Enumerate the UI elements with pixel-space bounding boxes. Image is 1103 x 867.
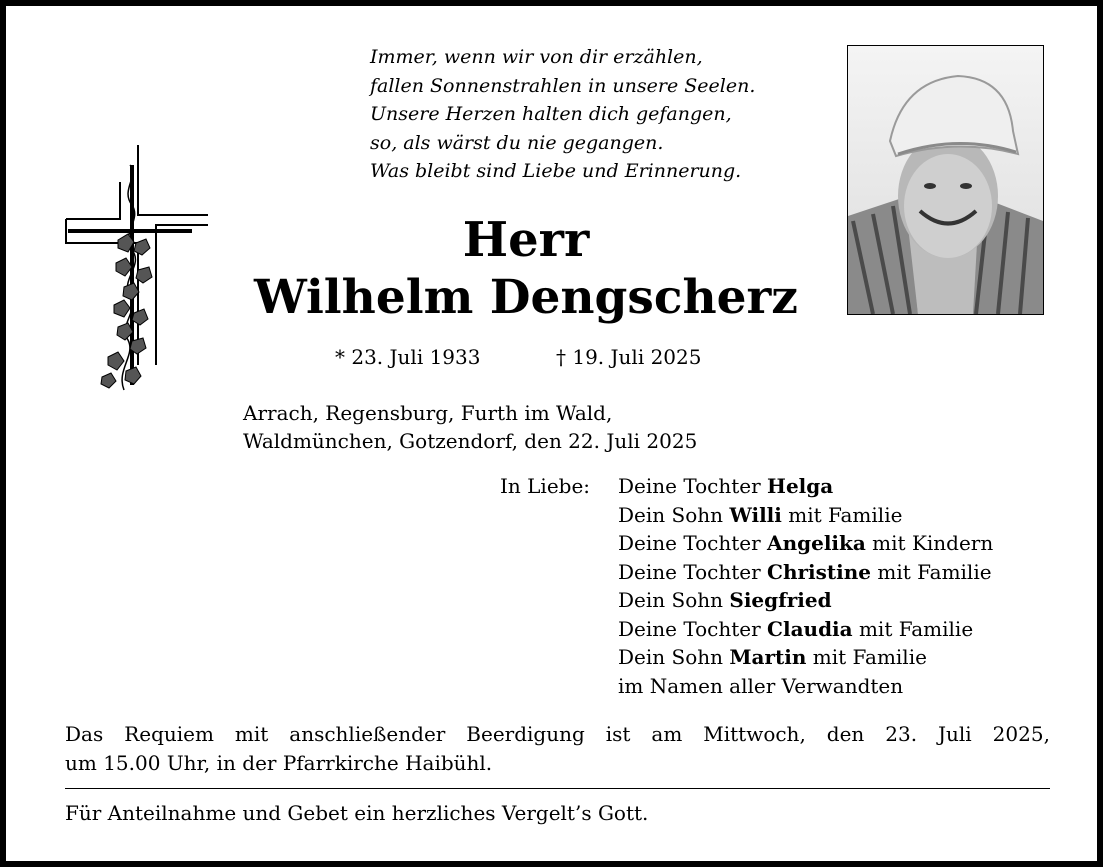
mourner-line: Deine Tochter Christine mit Familie xyxy=(618,559,992,584)
portrait-photo xyxy=(847,45,1044,315)
poem xyxy=(370,43,840,186)
birth-date: * 23. Juli 1933 xyxy=(335,345,481,369)
mourner-line: Dein Sohn Martin mit Familie xyxy=(618,645,927,669)
mourner-line: Deine Tochter Helga xyxy=(618,474,834,498)
poem-line: Was bleibt sind Liebe und Erinnerung. xyxy=(370,160,742,182)
deceased-name: Wilhelm Dengscherz xyxy=(254,270,798,325)
thanks-line: Für Anteilnahme und Gebet ein herzliches Vergelt’s Gott. xyxy=(65,801,649,825)
mourner-line: im Namen aller Verwandten xyxy=(618,673,904,698)
mourners-list xyxy=(618,472,993,700)
poem-line: fallen Sonnenstrahlen in unsere Seelen. xyxy=(370,74,756,97)
cross-with-ivy-icon xyxy=(58,145,218,395)
mourner-line: Dein Sohn Siegfried xyxy=(618,588,832,612)
poem-line: so, als wärst du nie gegangen. xyxy=(370,131,664,154)
salutation: Herr xyxy=(462,212,590,268)
poem-line: Immer, wenn wir von dir erzählen, xyxy=(370,46,703,68)
mourner-line: Deine Tochter Angelika mit Kindern xyxy=(618,531,994,555)
divider xyxy=(65,788,1050,789)
mourners-label: In Liebe: xyxy=(500,474,591,498)
place-and-date xyxy=(243,399,697,455)
mourner-line: Dein Sohn Willi mit Familie xyxy=(618,502,903,527)
death-date: † 19. Juli 2025 xyxy=(556,345,702,369)
requiem-line-2: um 15.00 Uhr, in der Pfarrkirche Haibühl. xyxy=(65,751,493,775)
mourner-line: Deine Tochter Claudia mit Familie xyxy=(618,616,974,641)
poem-line: Unsere Herzen halten dich gefangen, xyxy=(370,103,732,125)
place-line: Arrach, Regensburg, Furth im Wald, xyxy=(243,401,613,425)
requiem-line-1: Das Requiem mit anschließender Beerdigung ist am Mittwoch, den 23. Juli 2025, xyxy=(65,722,1050,746)
deceased-name-block xyxy=(234,211,818,327)
place-line: Waldmünchen, Gotzendorf, den 22. Juli 2025 xyxy=(243,429,698,453)
requiem-notice xyxy=(65,720,1050,778)
